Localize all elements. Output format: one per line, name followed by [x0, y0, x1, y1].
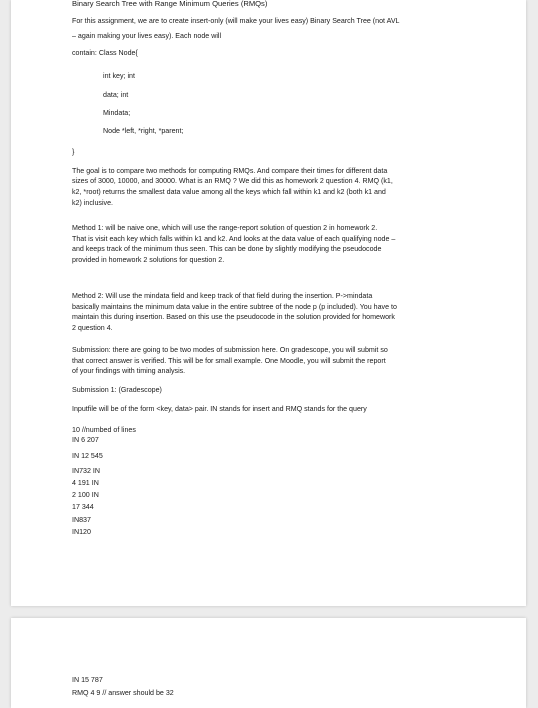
sample-line-count: 10 //numbed of lines: [72, 426, 136, 434]
method1-line-2: That is visit each key which falls within k1 and k2. And looks at the data value of each qualifying node –: [72, 235, 396, 243]
document-page-1: [11, 0, 526, 606]
sample-line-2: IN 12 545: [72, 452, 103, 460]
sample-line-4: 4 191 IN: [72, 479, 99, 487]
intro-line-2: – again making your lives easy). Each node will: [72, 32, 222, 40]
method1-line-4: provided in homework 2 solutions for question 2.: [72, 256, 225, 264]
submission-line-3: of your findings with timing analysis.: [72, 367, 186, 375]
sample-line-7: IN837: [72, 516, 91, 524]
page2-line-1: IN 15 787: [72, 676, 103, 684]
method2-line-3: maintain this during insertion. Based on this use the pseudocode in the solution provided for homework: [72, 313, 395, 321]
document-page-2: [11, 618, 526, 708]
goal-line-3: k2, *root) returns the smallest data value among all the keys which fall within k1 and k2 (both k1 and: [72, 188, 386, 196]
inputfile-description: Inputfile will be of the form <key, data> pair. IN stands for insert and RMQ stands for the query: [72, 405, 367, 413]
class-field-key: int key; int: [103, 72, 135, 80]
sample-line-3: IN732 IN: [72, 467, 100, 475]
method2-line-2: basically maintains the minimum data value in the entire subtree of the node p (p included). You have to: [72, 303, 397, 311]
method2-line-1: Method 2: Will use the mindata field and keep track of that field during the insertion. P->mindata: [72, 292, 373, 300]
submission1-heading: Submission 1: (Gradescope): [72, 386, 162, 394]
method2-line-4: 2 question 4.: [72, 324, 113, 332]
sample-line-5: 2 100 IN: [72, 491, 99, 499]
goal-line-4: k2) inclusive.: [72, 199, 114, 207]
method1-line-1: Method 1: will be naive one, which will use the range-report solution of question 2 in homework 2.: [72, 224, 378, 232]
method1-line-3: and keeps track of the minimum thus seen. This can be done by slightly modifying the pseudocode: [72, 245, 382, 253]
goal-line-2: sizes of 3000, 10000, and 30000. What is an RMQ ? We did this as homework 2 question 4. RMQ (k1,: [72, 177, 393, 185]
submission-line-2: that correct answer is verified. This will be for small example. One Moodle, you will submit the report: [72, 357, 386, 365]
document-title: Binary Search Tree with Range Minimum Queries (RMQs): [72, 0, 268, 8]
sample-line-1: IN 6 207: [72, 436, 99, 444]
submission-line-1: Submission: there are going to be two modes of submission here. On gradescope, you will submit so: [72, 346, 388, 354]
page2-line-2: RMQ 4 9 // answer should be 32: [72, 689, 174, 697]
goal-line-1: The goal is to compare two methods for computing RMQs. And compare their times for different data: [72, 167, 388, 175]
sample-line-8: IN120: [72, 528, 91, 536]
class-close-brace: }: [72, 148, 75, 156]
intro-line-3: contain: Class Node{: [72, 49, 138, 57]
intro-line-1: For this assignment, we are to create insert-only (will make your lives easy) Binary Search Tree (not AVL: [72, 17, 400, 25]
sample-line-6: 17 344: [72, 503, 94, 511]
class-field-pointers: Node *left, *right, *parent;: [103, 127, 184, 135]
class-field-data: data; int: [103, 91, 129, 99]
class-field-mindata: Mindata;: [103, 109, 131, 117]
